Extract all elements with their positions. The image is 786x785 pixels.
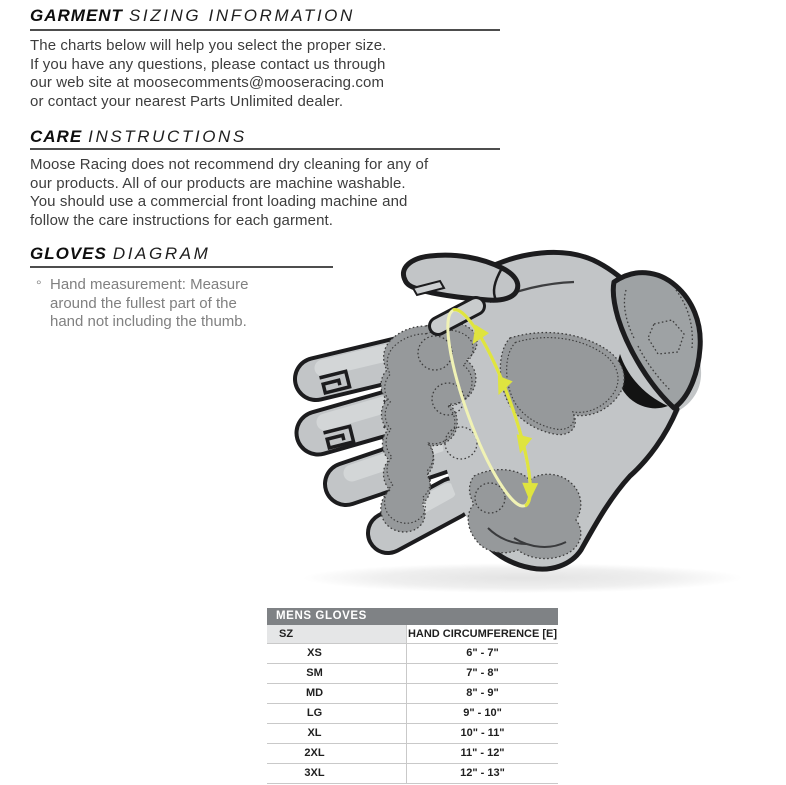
care-heading-rule [30, 148, 500, 150]
bullet-line: hand not including the thumb. [50, 313, 247, 330]
care-instructions-heading [30, 127, 247, 147]
hand-measurement-bullet [36, 276, 248, 332]
paragraph-line: The charts below will help you select the proper size. [30, 37, 387, 54]
glove-cuff [613, 273, 700, 409]
heading-word-instructions: INSTRUCTIONS [88, 127, 247, 146]
heading-word-gloves: GLOVES [30, 244, 107, 263]
paragraph-line: If you have any questions, please contact us through [30, 55, 386, 73]
size-cell: MD [305, 687, 324, 699]
table-row [267, 704, 558, 724]
size-cell: 2XL [304, 747, 325, 759]
heading-word-diagram: DIAGRAM [112, 244, 211, 263]
garment-sizing-heading [30, 6, 355, 26]
circumference-cell: 12" - 13" [406, 764, 558, 783]
column-header-circumference: HAND CIRCUMFERENCE [E] [406, 625, 558, 643]
table-row [267, 664, 558, 684]
table-row [267, 724, 558, 744]
table-row [267, 744, 558, 764]
size-cell: XL [307, 727, 322, 739]
bullet-line: around the fullest part of the [50, 294, 237, 312]
paragraph-line: follow the care instructions for each garment. [30, 211, 334, 229]
size-cell: LG [306, 707, 323, 719]
circumference-cell: 8" - 9" [406, 684, 558, 703]
table-header-row [267, 625, 558, 644]
circumference-cell: 9" - 10" [406, 704, 558, 723]
garment-heading-rule [30, 29, 500, 31]
heading-word-care: CARE [30, 127, 83, 146]
heading-word-garment: GARMENT [30, 6, 123, 25]
paragraph-line: our products. All of our products are machine washable. [30, 174, 406, 192]
bullet-line: Hand measurement: Measure [50, 276, 249, 293]
paragraph-line: Moose Racing does not recommend dry cleaning for any of [30, 156, 429, 173]
circumference-cell: 6" - 7" [406, 644, 558, 663]
heading-word-sizing-information: SIZING INFORMATION [128, 6, 355, 25]
mens-gloves-size-table [267, 608, 558, 784]
size-cell: SM [306, 667, 323, 679]
table-row [267, 644, 558, 664]
circumference-cell: 7" - 8" [406, 664, 558, 683]
circumference-cell: 10" - 11" [406, 724, 558, 743]
glove-diagram-illustration [278, 238, 750, 600]
table-title: MENS GLOVES [267, 608, 558, 625]
paragraph-line: or contact your nearest Parts Unlimited dealer. [30, 92, 344, 110]
table-row [267, 764, 558, 784]
gloves-diagram-heading [30, 244, 210, 264]
circumference-cell: 11" - 12" [406, 744, 558, 763]
size-cell: 3XL [304, 767, 325, 779]
size-cell: XS [307, 647, 322, 659]
column-header-size: SZ [267, 625, 406, 643]
paragraph-line: You should use a commercial front loading machine and [30, 193, 408, 210]
garment-sizing-paragraph [30, 37, 386, 111]
care-instructions-paragraph [30, 156, 428, 230]
table-row [267, 684, 558, 704]
paragraph-line: our web site at moosecomments@mooseracing.com [30, 74, 385, 91]
bullet-text [50, 276, 248, 332]
bullet-marker: ° [36, 277, 42, 293]
